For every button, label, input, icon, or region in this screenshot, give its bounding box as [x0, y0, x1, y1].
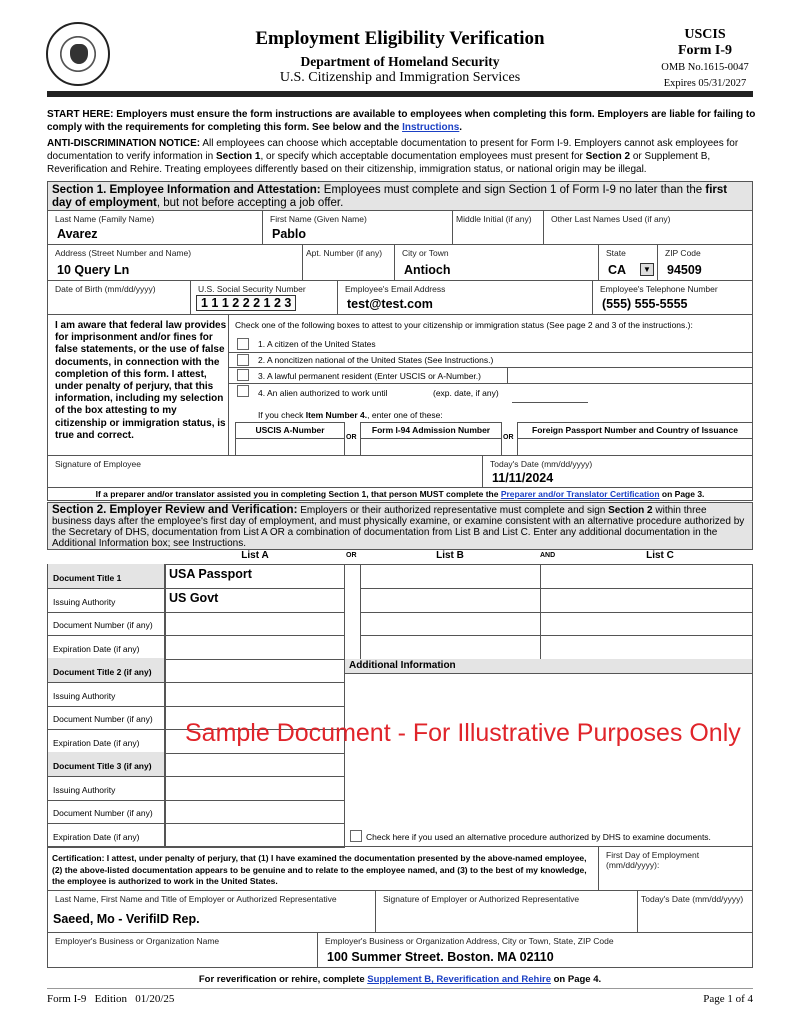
section2-title: Section 2. Employer Review and Verification:	[52, 504, 298, 516]
exp-date-hint: (exp. date, if any)	[433, 388, 499, 398]
row-label: Issuing Authority	[47, 776, 165, 801]
list-a-field[interactable]	[165, 776, 345, 801]
row-label: Issuing Authority	[47, 682, 165, 707]
email-field[interactable]	[337, 280, 593, 315]
rever-pre: For reverification or rehire, complete	[198, 974, 368, 985]
middle-initial-label: Middle Initial (if any)	[456, 214, 532, 224]
list-b-field[interactable]	[360, 611, 541, 636]
address-value: 10 Query Ln	[57, 263, 130, 277]
option-citizen: 1. A citizen of the United States	[258, 339, 376, 349]
section2-desc: Employers or their authorized representative must complete and sign	[297, 505, 609, 516]
business-address-field[interactable]	[317, 932, 753, 968]
instructions-link[interactable]: Instructions	[402, 122, 460, 133]
dob-field[interactable]	[47, 280, 191, 315]
employee-signature-label: Signature of Employee	[55, 459, 141, 469]
preparer-notice	[47, 487, 753, 501]
middle-initial-field[interactable]	[452, 210, 544, 245]
divider	[228, 383, 753, 384]
address-field[interactable]	[47, 244, 303, 281]
address-label: Address (Street Number and Name)	[55, 248, 192, 258]
first-name-label: First Name (Given Name)	[270, 214, 367, 224]
row-label: Expiration Date (if any)	[47, 635, 165, 660]
ssn-value: 1 1 1 2 2 2 1 2 3	[196, 295, 296, 311]
list-a-field[interactable]	[165, 752, 345, 777]
first-name-field[interactable]	[262, 210, 453, 245]
list-a-field[interactable]: USA Passport	[165, 564, 345, 589]
employer-name-field[interactable]	[47, 890, 376, 933]
first-name-value: Pablo	[272, 227, 307, 241]
zip-label: ZIP Code	[665, 248, 701, 258]
awareness-statement: I am aware that federal law provides for imprisonment and/or fines for false statements, or the use of false documents, in connection with the completion of this form. I attest, under penalty of perjury, that this information, including my selection of the box attesting to my citizenship or immigration status, is true and correct.	[55, 320, 227, 441]
anti-text: All employees can choose which acceptable documentation to present for Form I-9. Employers cannot ask employees for documentation to verify information in	[47, 138, 739, 162]
additional-info-box[interactable]	[344, 659, 753, 847]
list-b-header: List B	[436, 550, 464, 561]
and-label: AND	[540, 552, 556, 559]
business-name-field[interactable]	[47, 932, 318, 968]
list-a-field[interactable]	[165, 611, 345, 636]
option-alien-authorized: 4. An alien authorized to work until	[258, 388, 388, 398]
page-number: Page 1 of 4	[703, 993, 753, 1005]
eagle-icon	[70, 44, 88, 64]
state-value: CA	[608, 263, 627, 277]
alien-authorized-checkbox[interactable]	[237, 385, 249, 397]
uscis-a-number-label: USCIS A-Number	[236, 423, 344, 439]
list-c-field[interactable]	[540, 588, 753, 613]
section1-desc2: , but not before accepting a job offer.	[156, 197, 344, 209]
list-c-header: List C	[646, 550, 674, 561]
employer-date-label: Today's Date (mm/dd/yyyy)	[641, 894, 744, 904]
item4-instruction	[258, 410, 443, 420]
email-label: Employee's Email Address	[345, 284, 446, 294]
section1-desc: Employees must complete and sign Section 1 of Form I-9 no later than the	[320, 184, 706, 196]
row-label: Document Title 1	[47, 564, 165, 589]
list-a-field[interactable]	[165, 682, 345, 707]
state-label: State	[606, 248, 626, 258]
exp-date-input[interactable]	[512, 392, 588, 403]
last-name-value: Avarez	[57, 227, 98, 241]
anti-sec2: Section 2	[585, 151, 631, 162]
list-a-field[interactable]	[165, 658, 345, 683]
foreign-passport-label: Foreign Passport Number and Country of Issuance	[518, 423, 752, 439]
list-b-field[interactable]	[360, 635, 541, 660]
last-name-label: Last Name (Family Name)	[55, 214, 155, 224]
apt-label: Apt. Number (if any)	[306, 248, 383, 258]
additional-info-label: Additional Information	[345, 659, 752, 674]
ssn-field[interactable]	[190, 280, 338, 315]
row-label: Document Number (if any)	[47, 799, 165, 824]
i94-label: Form I-94 Admission Number	[361, 423, 501, 439]
row-label: Document Title 2 (if any)	[47, 658, 165, 683]
foreign-passport-field[interactable]	[517, 422, 753, 456]
dhs-seal	[46, 22, 110, 86]
noncitizen-national-checkbox[interactable]	[237, 354, 249, 366]
supplement-b-link[interactable]: Supplement B, Reverification and Rehire	[367, 974, 551, 985]
expiration: Expires 05/31/2027	[663, 78, 747, 89]
row-label: Issuing Authority	[47, 588, 165, 613]
employee-signature-field[interactable]	[47, 455, 483, 488]
omb-number: OMB No.1615-0047	[661, 62, 749, 73]
option-permanent-resident: 3. A lawful permanent resident (Enter USCIS or A-Number.)	[258, 371, 481, 381]
footer-rule	[47, 988, 753, 989]
preparer-link[interactable]: Preparer and/or Translator Certification	[500, 489, 660, 499]
item4-bold: Item Number 4.	[305, 410, 368, 420]
reverification-notice	[47, 974, 753, 985]
employer-signature-field[interactable]	[375, 890, 638, 933]
anti-text-2: , or specify which acceptable documentation employees must present for	[260, 151, 586, 162]
list-c-field[interactable]	[540, 635, 753, 660]
section1-title: Section 1. Employee Information and Attestation:	[52, 184, 321, 196]
row-label: Document Number (if any)	[47, 611, 165, 636]
dob-label: Date of Birth (mm/dd/yyyy)	[55, 284, 156, 294]
citizen-checkbox[interactable]	[237, 338, 249, 350]
alt-procedure-checkbox[interactable]	[350, 830, 362, 842]
alt-procedure-label: Check here if you used an alternative procedure authorized by DHS to examine documents.	[366, 832, 711, 842]
employer-date-field[interactable]	[637, 890, 753, 933]
preparer-post: on Page 3.	[659, 489, 705, 499]
city-value: Antioch	[404, 263, 451, 277]
list-b-field[interactable]	[360, 564, 541, 589]
anti-sec1: Section 1	[215, 151, 261, 162]
list-a-field[interactable]	[165, 823, 345, 848]
section1-first-day: first day of employment	[52, 184, 728, 209]
employer-name-value: Saeed, Mo - VerifiID Rep.	[53, 912, 200, 926]
item4-pre: If you check	[258, 410, 306, 420]
employer-name-label: Last Name, First Name and Title of Employer or Authorized Representative	[55, 894, 337, 904]
list-a-field[interactable]	[165, 635, 345, 660]
phone-field[interactable]	[592, 280, 753, 315]
ssn-label: U.S. Social Security Number	[198, 284, 306, 294]
i94-number-field[interactable]	[360, 422, 502, 456]
anti-discrimination-notice	[47, 137, 757, 176]
section2-bold: Section 2	[608, 505, 653, 516]
row-label: Expiration Date (if any)	[47, 729, 165, 754]
uscis-label: USCIS	[684, 27, 726, 42]
anti-text-3: or Supplement B, Reverification and Rehire. Treating employees differently based on their citizenship, immigration status, or national origin may be illegal.	[47, 151, 711, 175]
a-number-input[interactable]	[507, 367, 753, 383]
department: Department of Homeland Security	[300, 54, 500, 69]
list-b-field[interactable]	[360, 588, 541, 613]
section1-header	[47, 181, 753, 211]
list-c-field[interactable]	[540, 611, 753, 636]
start-here-notice: START HERE: Employers must ensure the form instructions are available to employees when completing this form. Employers are liable for failing to comply with the requirements for completing this form. See below and the Instructions.	[47, 109, 756, 133]
start-here-text: START HERE: Employers must ensure the form instructions are available to employees when completing this form. Employers are liable for failing to comply with the requirements for completing this form. See below and the	[47, 109, 756, 133]
chevron-down-icon[interactable]: ▼	[640, 263, 654, 276]
last-name-field[interactable]	[47, 210, 263, 245]
employee-date-label: Today's Date (mm/dd/yyyy)	[490, 459, 593, 469]
check-instructions: Check one of the following boxes to attest to your citizenship or immigration status (See page 2 and 3 of the instructions.):	[235, 320, 693, 330]
section2-desc2: within three business days after the employee's first day of employment, and must physically examine, or examine consistent with an alternative procedure authorized by the Secretary of DHS, documentation from List A OR a combination of documentation from List B and List C. Enter any additional documentation in the Additional Information box; see Instructions.	[52, 505, 745, 549]
employee-date-field[interactable]	[482, 455, 753, 488]
or-label: OR	[503, 434, 514, 441]
other-names-field[interactable]	[543, 210, 753, 245]
uscis-a-number-field[interactable]	[235, 422, 345, 456]
other-names-label: Other Last Names Used (if any)	[551, 214, 671, 224]
row-label: Expiration Date (if any)	[47, 823, 165, 848]
anti-title: ANTI-DISCRIMINATION NOTICE:	[47, 138, 201, 149]
first-day-field[interactable]	[598, 846, 753, 891]
item4-post: , enter one of these:	[367, 410, 443, 420]
list-a-field[interactable]: US Govt	[165, 588, 345, 613]
zip-value: 94509	[667, 263, 702, 277]
employee-date-value: 11/11/2024	[492, 471, 554, 485]
divider	[228, 314, 229, 456]
divider	[228, 352, 753, 353]
certification-statement: Certification: I attest, under penalty of perjury, that (1) I have examined the documentation presented by the above-named employee, (2) the above-listed documentation appears to be genuine and to relate to the employee named, and (3) to the best of my knowledge, the employee is authorized to work in the United States.	[47, 846, 599, 891]
form-title: Employment Eligibility Verification	[255, 28, 545, 49]
section2-header	[47, 502, 753, 550]
email-value: test@test.com	[347, 297, 433, 311]
option-noncitizen-national: 2. A noncitizen national of the United States (See Instructions.)	[258, 355, 494, 365]
business-address-label: Employer's Business or Organization Address, City or Town, State, ZIP Code	[325, 936, 614, 946]
list-a-field[interactable]	[165, 799, 345, 824]
agency: U.S. Citizenship and Immigration Services	[279, 70, 521, 85]
state-select[interactable]	[598, 244, 658, 281]
list-a-header: List A	[241, 550, 269, 561]
city-label: City or Town	[402, 248, 449, 258]
business-address-value: 100 Summer Street. Boston. MA 02110	[327, 950, 554, 964]
business-name-label: Employer's Business or Organization Name	[55, 936, 220, 946]
permanent-resident-checkbox[interactable]	[237, 369, 249, 381]
employer-signature-label: Signature of Employer or Authorized Representative	[383, 894, 580, 904]
or-label: OR	[346, 552, 357, 559]
form-edition: Form I-9 Edition 01/20/25	[47, 993, 175, 1005]
apt-field[interactable]	[302, 244, 395, 281]
zip-field[interactable]	[657, 244, 753, 281]
row-label: Document Number (if any)	[47, 705, 165, 730]
phone-label: Employee's Telephone Number	[600, 284, 718, 294]
first-day-label: First Day of Employment (mm/dd/yyyy):	[606, 850, 700, 870]
city-field[interactable]	[394, 244, 599, 281]
phone-value: (555) 555-5555	[602, 297, 688, 311]
row-label: Document Title 3 (if any)	[47, 752, 165, 777]
rever-post: on Page 4.	[550, 974, 602, 985]
list-c-field[interactable]	[540, 564, 753, 589]
form-number: Form I-9	[677, 43, 733, 58]
watermark: Sample Document - For Illustrative Purposes Only	[185, 719, 741, 747]
header-rule	[47, 91, 753, 97]
or-label: OR	[346, 434, 357, 441]
preparer-pre: If a preparer and/or translator assisted you in completing Section 1, that person MUST complete the	[95, 489, 501, 499]
